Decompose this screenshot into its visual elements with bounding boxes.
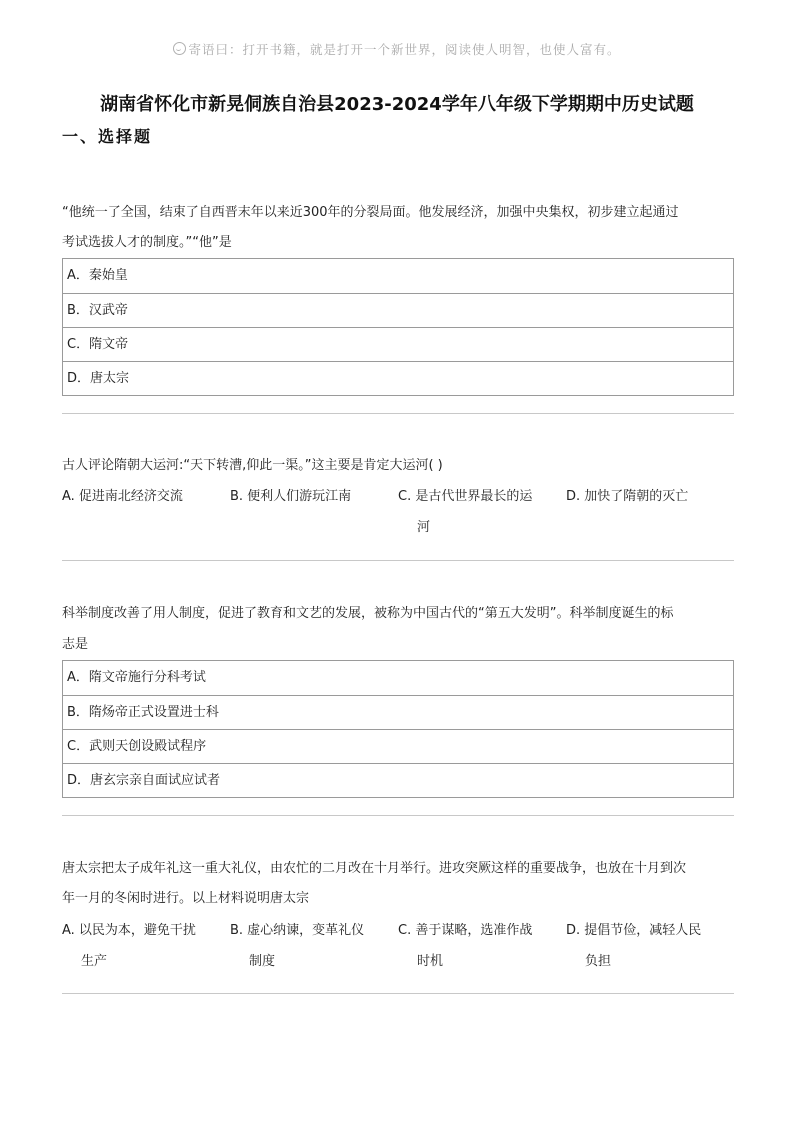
option-d[interactable]	[566, 915, 726, 977]
option-a-line-2: 生产	[81, 954, 108, 969]
option-c-line-2: 河	[417, 520, 431, 535]
question-3-line-2: 志是	[62, 637, 89, 652]
option-b[interactable]: B．隋炀帝正式设置进士科	[63, 695, 733, 729]
option-b-line-1: B. 虚心纳谏，变革礼仪	[230, 923, 365, 938]
option-a[interactable]: A. 促进南北经济交流	[62, 489, 183, 504]
option-d[interactable]: D. 加快了隋朝的灭亡	[566, 489, 689, 504]
motto-header	[0, 40, 794, 58]
option-b[interactable]: B. 便利人们游玩江南	[230, 489, 352, 504]
option-b[interactable]	[230, 915, 390, 977]
option-d[interactable]: D．唐玄宗亲自面试应试者	[63, 763, 733, 797]
question-2-stem: 古人评论隋朝大运河:“天下转漕,仰此一渠。”这主要是肯定大运河( )	[62, 458, 443, 473]
option-c[interactable]	[398, 481, 558, 543]
option-c-line-1: C. 善于谋略，选准作战	[398, 923, 533, 938]
question-1-line-2: 考试选拔人才的制度。”“他”是	[62, 235, 232, 250]
option-a-line-1: A. 以民为本，避免干扰	[62, 923, 196, 938]
question-4-line-1: 唐太宗把太子成年礼这一重大礼仪，由农忙的二月改在十月举行。进攻突厥这样的重要战争，也放在十月到次	[62, 861, 687, 876]
option-c[interactable]: C．武则天创设殿试程序	[63, 729, 733, 763]
divider	[62, 993, 734, 994]
motto-text: 寄语曰：打开书籍，就是打开一个新世界，阅读使人明智，也使人富有。	[188, 42, 621, 57]
divider	[62, 413, 734, 414]
option-c-line-1: C. 是古代世界最长的运	[398, 489, 533, 504]
option-c[interactable]: C．隋文帝	[63, 327, 733, 361]
option-c[interactable]	[398, 915, 558, 977]
smiley-icon	[173, 42, 186, 55]
divider	[62, 560, 734, 561]
question-3-options	[62, 660, 734, 798]
question-1-options	[62, 258, 734, 396]
option-d-line-2: 负担	[585, 954, 612, 969]
option-b-line-2: 制度	[249, 954, 276, 969]
page-title: 湖南省怀化市新晃侗族自治县2023-2024学年八年级下学期期中历史试题	[100, 94, 694, 115]
question-4-line-2: 年一月的冬闲时进行。以上材料说明唐太宗	[62, 891, 310, 906]
option-b[interactable]: B．汉武帝	[63, 293, 733, 327]
divider	[62, 815, 734, 816]
question-1-line-1: “他统一了全国，结束了自西晋末年以来近300年的分裂局面。他发展经济，加强中央集权，初步建立起通过	[62, 205, 679, 220]
section-heading: 一、选择题	[62, 127, 153, 146]
option-a[interactable]: A．隋文帝施行分科考试	[67, 670, 206, 685]
option-a[interactable]: A．秦始皇	[67, 268, 128, 283]
option-d-line-1: D. 提倡节俭，减轻人民	[566, 923, 702, 938]
question-3-line-1: 科举制度改善了用人制度，促进了教育和文艺的发展，被称为中国古代的“第五大发明”。科举制度诞生的标	[62, 606, 674, 621]
option-d[interactable]: D．唐太宗	[63, 361, 733, 395]
option-c-line-2: 时机	[417, 954, 444, 969]
option-a[interactable]	[62, 915, 222, 977]
